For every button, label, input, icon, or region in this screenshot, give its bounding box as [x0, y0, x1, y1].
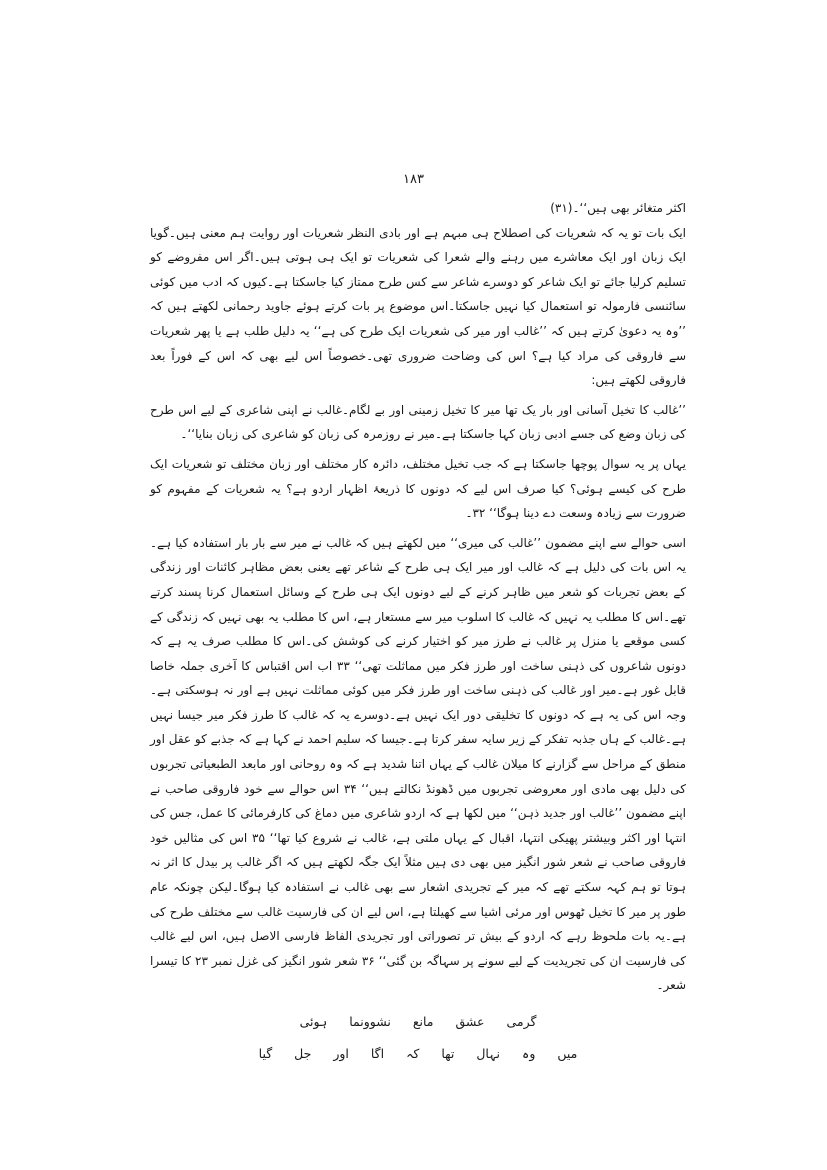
- paragraph-2: یہاں پر یہ سوال پوچھا جاسکتا ہے کہ جب تخیل مختلف، دائرہ کار مختلف اور زبان مختلف تو شعریات ایک طرح کی کیسے ہوئی؟ کیا صرف اس لیے کہ دونوں کا ذریعۂ اظہار اردو ہے؟ یہ شعریات کے مفہوم کو ضرورت سے زیادہ وسعت دے دینا ہوگا‘‘ ۳۲۔: [150, 456, 686, 521]
- page-number: ۱۸۳: [403, 172, 424, 187]
- verse-line-1: گرمی عشق مانع نشوونما ہوئی: [299, 1014, 537, 1029]
- page-body: [150, 196, 686, 1070]
- quotation: ’’غالب کا تخیل آسانی اور بار یک تھا میر کا تخیل زمینی اور بے لگام۔غالب نے اپنی شاعری کے لیے اس طرح کی زبان وضع کی جسے ادبی زبان کہا جاسکتا ہے۔میر نے روزمرہ کی زبان کو شاعری کی زبان بنایا‘‘۔: [150, 402, 686, 442]
- opening-line: اکثر متغائر بھی ہیں‘‘۔(۳۱): [550, 201, 686, 215]
- paragraph-1: ایک بات تو یہ کہ شعریات کی اصطلاح ہی مبہم ہے اور بادی النظر شعریات اور روایت ہم معنی ہیں۔گویا ایک زبان اور ایک معاشرے میں رہنے والے شعرا کی شعریات تو ایک ہی ہوتی ہیں۔اگر اس مفروضے کو تسلیم کرلیا جائے تو ایک شاعر کو دوسرے شاعر سے کس طرح ممتاز کیا جاسکتا ہے۔کیوں کہ ادب میں کوئی سائنسی فارمولہ تو استعمال کیا نہیں جاسکتا۔اس موضوع پر بات کرتے ہوئے جاوید رحمانی لکھتے ہیں کہ ’’وہ یہ دعویٰ کرتے ہیں کہ ’’غالب اور میر کی شعریات ایک طرح کی ہے‘‘ یہ دلیل طلب ہے یا پھر شعریات سے فاروقی کی مراد کیا ہے؟ اس کی وضاحت ضروری تھی۔خصوصاً اس لیے بھی کہ اس کے فوراً بعد فاروقی لکھتے ہیں:: [150, 225, 686, 388]
- paragraph-3: اسی حوالے سے اپنے مضمون ’’غالب کی میری‘‘ میں لکھتے ہیں کہ غالب نے میر سے بار بار استفادہ کیا ہے۔یہ اس بات کی دلیل ہے کہ غالب اور میر ایک ہی طرح کے شاعر تھے یعنی بعض مظاہر کائنات اور زندگی کے بعض تجربات کو شعر میں ظاہر کرنے کے لیے دونوں ایک ہی طرح کے وسائل استعمال کرنا پسند کرتے تھے۔اس کا مطلب یہ نہیں کہ غالب کا اسلوب میر سے مستعار ہے، اس کا مطلب یہ بھی نہیں کہ زندگی کے کسی موقعے یا منزل پر غالب نے طرز میر کو اختیار کرنے کی کوشش کی۔اس کا مطلب صرف یہ ہے کہ دونوں شاعروں کی ذہنی ساخت اور طرز فکر میں مماثلت تھی‘‘ ۳۳ اب اس اقتباس کا آخری جملہ خاصا قابل غور ہے۔میر اور غالب کی ذہنی ساخت اور طرز فکر میں کوئی مماثلت نہیں ہے اور نہ ہوسکتی ہے۔وجہ اس کی یہ ہے کہ دونوں کا تخلیقی دور ایک نہیں ہے۔دوسرے یہ کہ غالب کا طرز فکر میر جیسا نہیں ہے۔غالب کے ہاں جذبہ تفکر کے زیر سایہ سفر کرتا ہے۔جیسا کہ سلیم احمد نے کہا ہے کہ جذبے کو عقل اور منطق کے مراحل سے گزارنے کا میلان غالب کے یہاں اتنا شدید ہے کہ وہ روحانی اور مابعد الطبعیاتی تجربوں کی دلیل بھی مادی اور معروضی تجربوں میں ڈھونڈ نکالتے ہیں‘‘ ۳۴ اس حوالے سے خود فاروقی صاحب نے اپنے مضمون ’’غالب اور جدید ذہن‘‘ میں لکھا ہے کہ اردو شاعری میں دماغ کی کارفرمائی کا عمل، جس کی انتہا اور اکثر وبیشتر پھیکی انتہا، اقبال کے یہاں ملتی ہے، غالب نے شروع کیا تھا‘‘ ۳۵ اس کی مثالیں خود فاروقی صاحب نے شعر شور انگیز میں بھی دی ہیں مثلاً ایک جگہ لکھتے ہیں کہ اگر غالب پر بیدل کا اثر نہ ہوتا تو ہم کہہ سکتے تھے کہ میر کے تجریدی اشعار سے بھی غالب نے استفادہ کیا ہوگا۔لیکن چونکہ عام طور پر میر کا تخیل ٹھوس اور مرئی اشیا سے کھیلتا ہے، اس لیے ان کی فارسیت غالب سے مختلف طرح کی ہے۔یہ بات ملحوظ رہے کہ اردو کے بیش تر تصوراتی اور تجریدی الفاظ فارسی الاصل ہیں، اس لیے غالب کی فارسیت ان کی تجریدیت کے لیے سونے پر سہاگہ بن گئی‘‘ ۳۶ شعر شور انگیز کی غزل نمبر ۲۳ کا تیسرا شعر۔: [150, 535, 687, 993]
- verse-couplet: [150, 1006, 686, 1070]
- verse-line-2: میں وہ نہال تھا کہ اگا اور جل گیا: [258, 1046, 578, 1061]
